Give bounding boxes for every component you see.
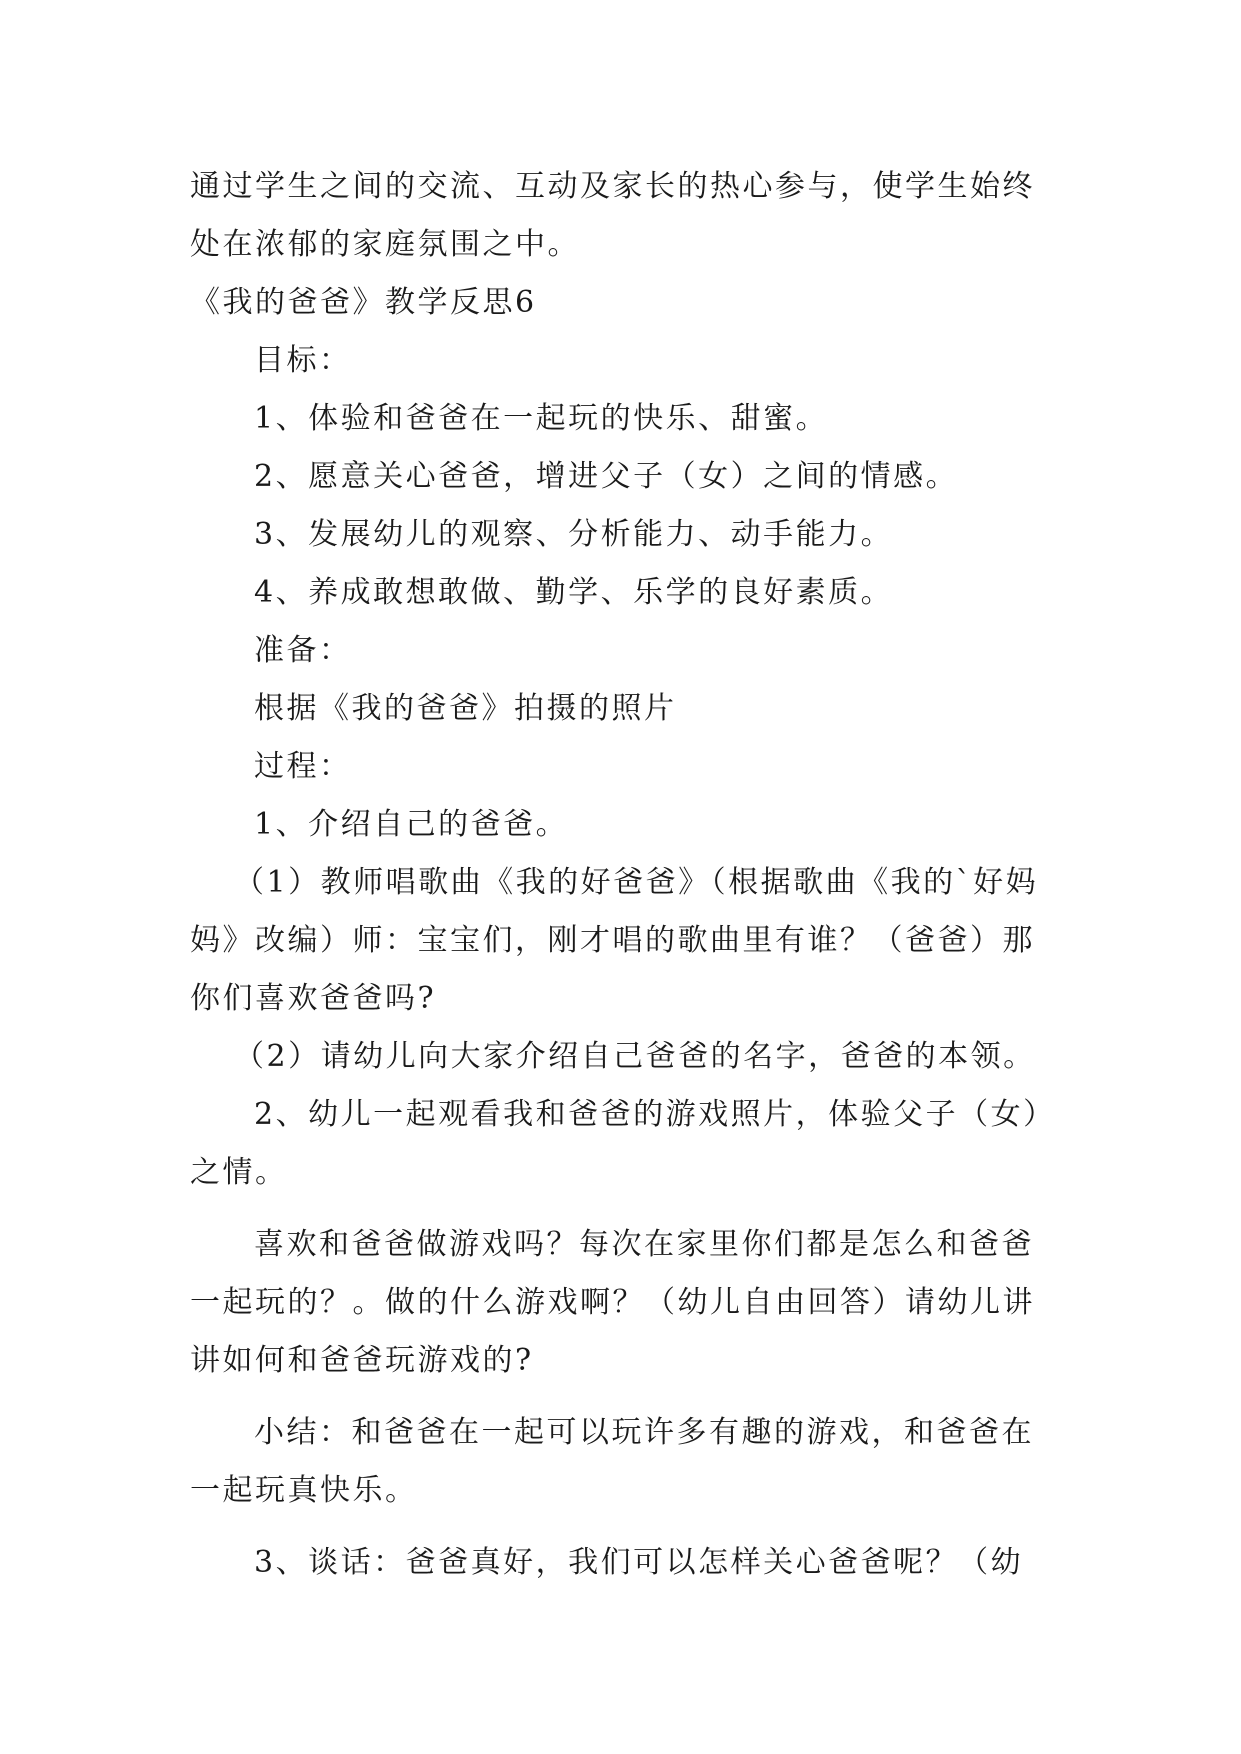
process-step-2-text: 喜欢和爸爸做游戏吗？每次在家里你们都是怎么和爸爸一起玩的？。做的什么游戏啊？（幼儿自由回答）请幼儿讲讲如何和爸爸玩游戏的? xyxy=(190,1227,1035,1378)
process-step-3: 3、谈话：爸爸真好，我们可以怎样关心爸爸呢？（幼 xyxy=(254,1545,1024,1580)
process-step-1: 1、介绍自己的爸爸。 xyxy=(254,807,569,842)
heading-process: 过程： xyxy=(254,749,352,784)
paragraph-intro: 通过学生之间的交流、互动及家长的热心参与，使学生始终处在浓郁的家庭氛围之中。 xyxy=(190,169,1035,262)
goal-item-2: 2、愿意关心爸爸，增进父子（女）之间的情感。 xyxy=(254,459,959,494)
process-step-1-sub-1: （1）教师唱歌曲《我的好爸爸》（根据歌曲《我的`好妈妈》改编）师：宝宝们，刚才唱的歌曲里有谁？（爸爸）那你们喜欢爸爸吗? xyxy=(190,865,1039,1016)
heading-goals: 目标： xyxy=(254,343,352,378)
summary-text: 小结：和爸爸在一起可以玩许多有趣的游戏，和爸爸在一起玩真快乐。 xyxy=(190,1415,1034,1508)
process-step-1-sub-2: （2）请幼儿向大家介绍自己爸爸的名字，爸爸的本领。 xyxy=(234,1039,1036,1074)
goal-item-3: 3、发展幼儿的观察、分析能力、动手能力。 xyxy=(254,517,894,552)
goal-item-4: 4、养成敢想敢做、勤学、乐学的良好素质。 xyxy=(254,575,894,610)
heading-preparation: 准备： xyxy=(254,633,352,668)
preparation-text: 根据《我的爸爸》拍摄的照片 xyxy=(254,691,677,726)
process-step-2: 2、幼儿一起观看我和爸爸的游戏照片，体验父子（女）之情。 xyxy=(190,1097,1056,1190)
document-body xyxy=(190,158,1062,1592)
goal-item-1: 1、体验和爸爸在一起玩的快乐、甜蜜。 xyxy=(254,401,829,436)
section-title: 《我的爸爸》教学反思6 xyxy=(190,285,537,320)
